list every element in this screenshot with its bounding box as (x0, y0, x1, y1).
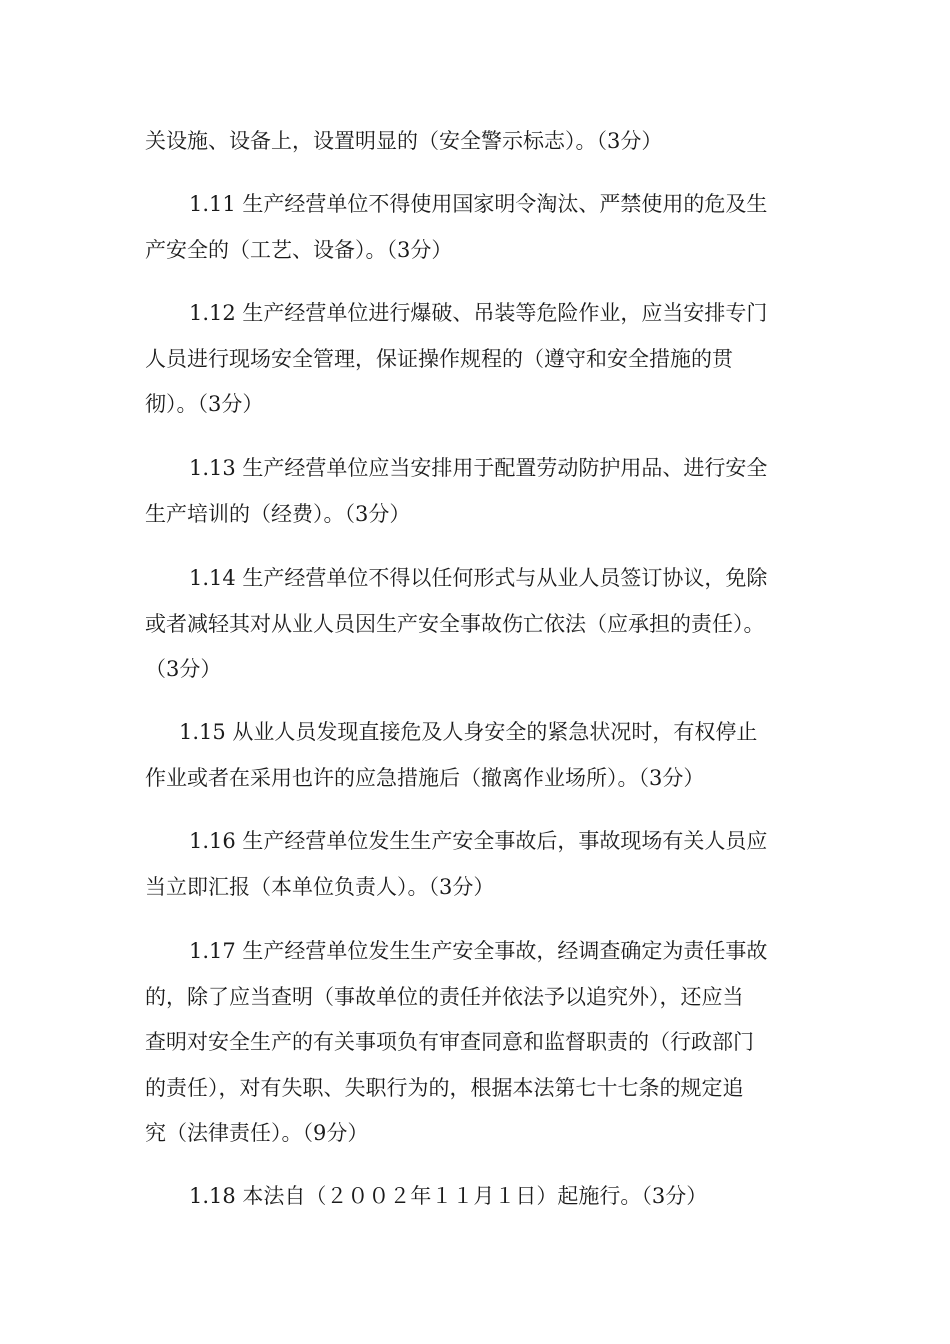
paragraph-1-14 (145, 556, 835, 693)
text-line: 或者减轻其对从业人员因生产安全事故伤亡依法（应承担的责任）。 (145, 611, 765, 636)
text-line: 查明对安全生产的有关事项负有审查同意和监督职责的（行政部门 (145, 1030, 754, 1054)
text-line: 究（法律责任）。（9分） (145, 1121, 369, 1145)
text-line: 1.11 生产经营单位不得使用国家明令淘汰、严禁使用的危及生 (189, 192, 768, 216)
text-line: 1.13 生产经营单位应当安排用于配置劳动防护用品、进行安全 (189, 456, 768, 480)
text-line: 作业或者在采用也许的应急措施后（撤离作业场所）。（3分） (145, 765, 705, 790)
paragraph-1-12 (145, 291, 835, 428)
paragraph-1-18 (145, 1174, 835, 1220)
paragraph-1-11 (145, 182, 835, 273)
text-line: 生产培训的（经费）。（3分） (145, 501, 411, 526)
paragraph-1-15 (145, 710, 835, 801)
paragraph-1-17 (145, 929, 835, 1157)
paragraph-1-10-continuation (145, 119, 835, 165)
text-line: 产安全的（工艺、设备）。（3分） (145, 237, 453, 262)
text-line: 彻）。（3分） (145, 392, 264, 416)
text-line: 1.18 本法自（２００２年１１月１日）起施行。（3分） (189, 1184, 708, 1208)
paragraph-1-13 (145, 446, 835, 537)
text-line: 1.12 生产经营单位进行爆破、吊装等危险作业，应当安排专门 (189, 301, 768, 325)
text-line: 当立即汇报（本单位负责人）。（3分） (145, 874, 495, 899)
text-line: 关设施、设备上，设置明显的（安全警示标志）。（3分） (145, 129, 663, 153)
text-line: 的责任），对有失职、失职行为的，根据本法第七十七条的规定追 (145, 1075, 744, 1100)
text-line: 1.17 生产经营单位发生生产安全事故，经调查确定为责任事故 (189, 939, 768, 963)
text-line: 的，除了应当查明（事故单位的责任并依法予以追究外），还应当 (145, 984, 744, 1009)
text-line: 1.14 生产经营单位不得以任何形式与从业人员签订协议，免除 (189, 566, 768, 590)
text-line: （3分） (145, 657, 222, 681)
text-line: 1.15 从业人员发现直接危及人身安全的紧急状况时，有权停止 (179, 720, 758, 744)
paragraph-1-16 (145, 819, 835, 910)
text-line: 人员进行现场安全管理，保证操作规程的（遵守和安全措施的贯 (145, 346, 733, 371)
text-line: 1.16 生产经营单位发生生产安全事故后，事故现场有关人员应 (189, 829, 768, 853)
